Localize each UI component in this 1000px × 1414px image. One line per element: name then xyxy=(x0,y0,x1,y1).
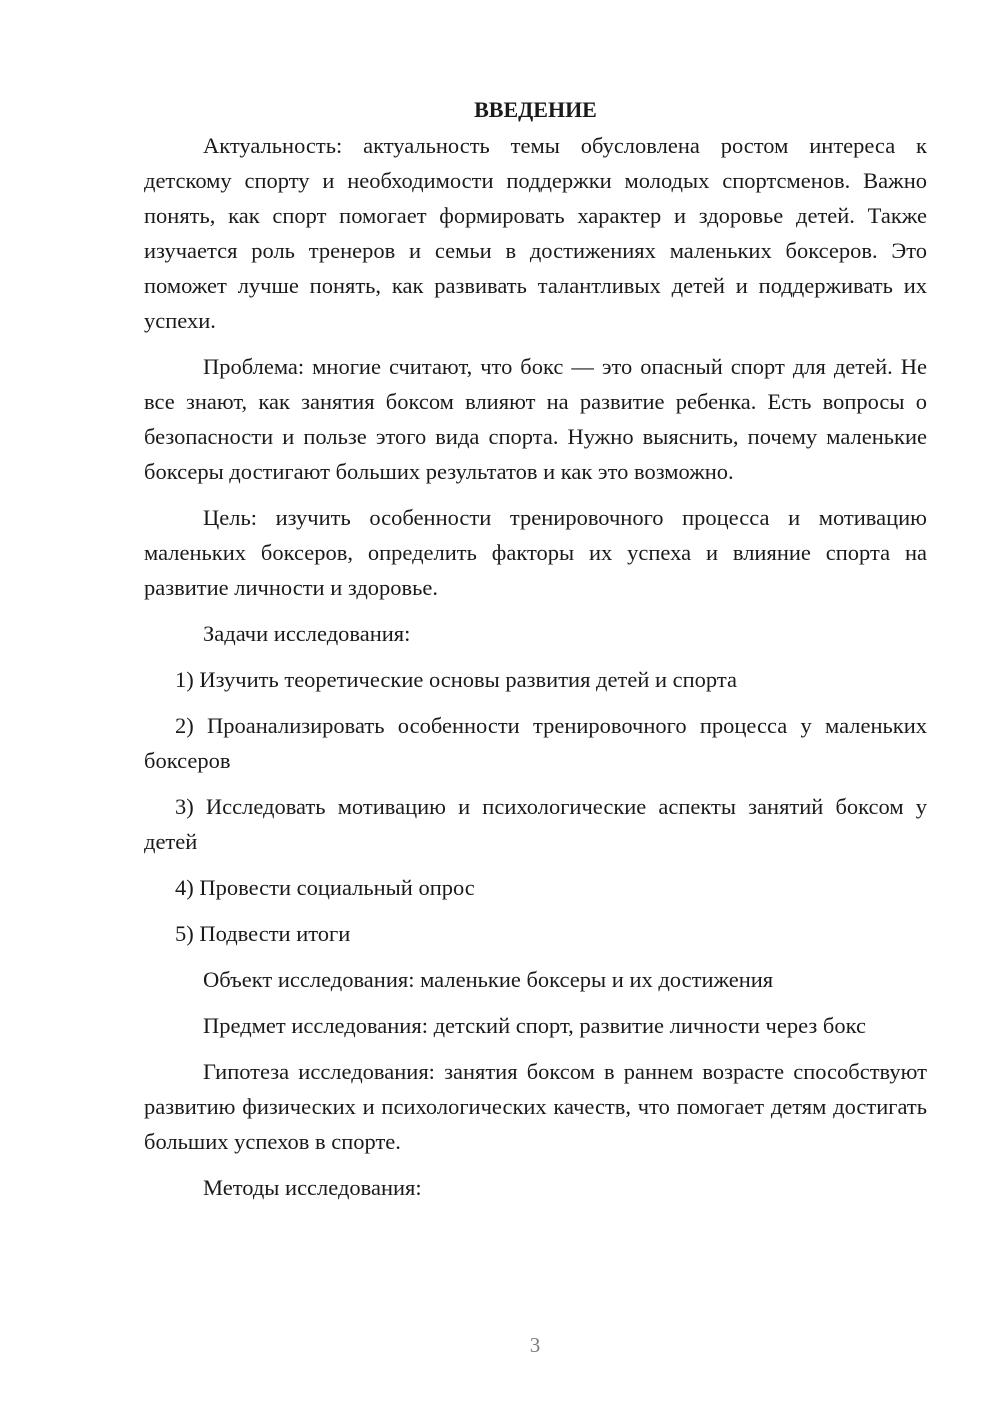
methods-heading: Методы исследования: xyxy=(203,1175,422,1200)
tasks-heading: Задачи исследования: xyxy=(203,621,411,646)
task-item: 5) Подвести итоги xyxy=(175,921,351,946)
task-item: 4) Провести социальный опрос xyxy=(175,875,475,900)
relevance-paragraph: Актуальность: актуальность темы обусловлена ростом интереса к детскому спорту и необходимости поддержки молодых спортсменов. Важно понять, как спорт помогает формировать характер и здоровье детей. Также изучается роль тренеров и семьи в достижениях маленьких боксеров. Это поможет лучше понять, как развивать талантливых детей и поддерживать их успехи. xyxy=(144,133,927,333)
page-number: 3 xyxy=(529,1333,541,1357)
task-item: 1) Изучить теоретические основы развития детей и спорта xyxy=(175,667,737,692)
task-item: 2) Проанализировать особенности тренировочного процесса у маленьких боксеров xyxy=(144,713,927,773)
page-title: ВВЕДЕНИЕ xyxy=(474,97,597,122)
goal-paragraph: Цель: изучить особенности тренировочного процесса и мотивацию маленьких боксеров, определить факторы их успеха и влияние спорта на развитие личности и здоровье. xyxy=(144,505,927,600)
object-paragraph: Объект исследования: маленькие боксеры и их достижения xyxy=(203,967,774,992)
document-page xyxy=(144,95,927,1205)
subject-paragraph: Предмет исследования: детский спорт, развитие личности через бокс xyxy=(203,1013,866,1038)
task-item: 3) Исследовать мотивацию и психологические аспекты занятий боксом у детей xyxy=(144,794,927,854)
hypothesis-paragraph: Гипотеза исследования: занятия боксом в раннем возрасте способствуют развитию физических и психологических качеств, что помогает детям достигать больших успехов в спорте. xyxy=(144,1059,927,1154)
problem-paragraph: Проблема: многие считают, что бокс — это опасный спорт для детей. Не все знают, как занятия боксом влияют на развитие ребенка. Есть вопросы о безопасности и пользе этого вида спорта. Нужно выяснить, почему маленькие боксеры достигают больших результатов и как это возможно. xyxy=(144,354,927,484)
